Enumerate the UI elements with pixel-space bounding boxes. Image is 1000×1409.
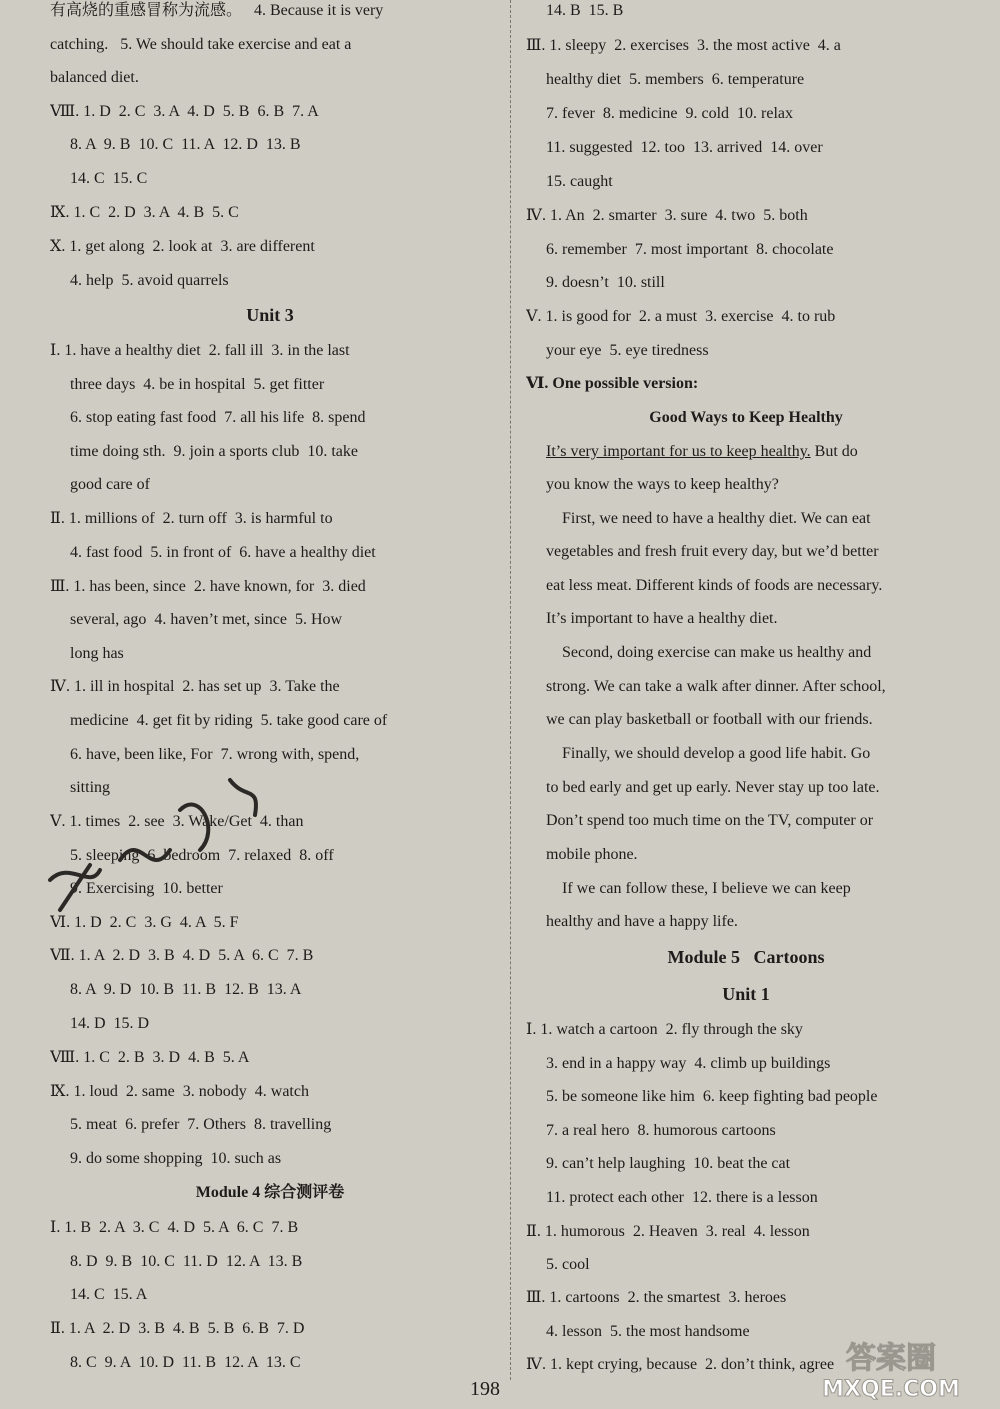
left-column-line: Ⅷ. 1. C 2. B 3. D 4. B 5. A (50, 1049, 250, 1066)
right-column-line: Ⅲ. 1. cartoons 2. the smartest 3. heroes (526, 1289, 787, 1306)
left-column-line: Ⅱ. 1. millions of 2. turn off 3. is harmful to (50, 510, 333, 527)
left-column-line: Ⅲ. 1. has been, since 2. have known, for 3. died (50, 578, 366, 595)
left-column-line: Module 4 综合测评卷 (195, 1184, 345, 1201)
right-column-line: strong. We can take a walk after dinner. After school, (526, 678, 886, 695)
left-column-line: Ⅸ. 1. loud 2. same 3. nobody 4. watch (50, 1083, 309, 1100)
right-column-line: 5. be someone like him 6. keep fighting bad people (526, 1088, 878, 1105)
right-column-line: Ⅴ. 1. is good for 2. a must 3. exercise 4. to rub (526, 308, 836, 325)
left-column-line: 14. D 15. D (50, 1015, 150, 1032)
right-column-line: 11. protect each other 12. there is a lesson (526, 1189, 818, 1206)
left-column-line: Ⅶ. 1. A 2. D 3. B 4. D 5. A 6. C 7. B (50, 947, 314, 964)
right-column-line: 9. doesn’t 10. still (526, 274, 665, 291)
left-column-line: 14. C 15. C (50, 170, 148, 187)
handwritten-scribble (30, 770, 290, 940)
right-column-line: 9. can’t help laughing 10. beat the cat (526, 1155, 791, 1172)
right-column-line: healthy diet 5. members 6. temperature (526, 71, 805, 88)
left-column-line: 8. A 9. B 10. C 11. A 12. D 13. B (50, 136, 301, 153)
left-column-line: balanced diet. (50, 69, 139, 86)
left-column-line: 8. A 9. D 10. B 11. B 12. B 13. A (50, 981, 302, 998)
left-column-line: 6. have, been like, For 7. wrong with, spend, (50, 746, 360, 763)
left-column-line: 14. C 15. A (50, 1286, 148, 1303)
left-column-line: medicine 4. get fit by riding 5. take good care of (50, 712, 388, 729)
right-column-line: Finally, we should develop a good life habit. Go (526, 745, 871, 762)
right-column-line: Ⅳ. 1. kept crying, because 2. don’t think, agree (526, 1356, 835, 1373)
left-column-line: several, ago 4. haven’t met, since 5. How (50, 611, 343, 628)
watermark-logo (796, 1338, 986, 1400)
right-column-line: healthy and have a happy life. (526, 913, 738, 930)
right-column-line: 6. remember 7. most important 8. chocolate (526, 241, 834, 258)
right-column-line: Module 5 Cartoons (667, 947, 825, 967)
left-column-line: Ⅰ. 1. have a healthy diet 2. fall ill 3. in the last (50, 342, 350, 359)
watermark-line1: 答案圈 (846, 1341, 936, 1376)
right-column-line: Ⅰ. 1. watch a cartoon 2. fly through the sky (526, 1021, 803, 1038)
right-column-line: 11. suggested 12. too 13. arrived 14. over (526, 139, 823, 156)
right-column-line: Ⅵ. One possible version: (526, 375, 699, 392)
right-column-line: 4. lesson 5. the most handsome (526, 1323, 750, 1340)
left-column-line: Ⅳ. 1. ill in hospital 2. has set up 3. Take the (50, 678, 340, 695)
left-column-line: Ⅰ. 1. B 2. A 3. C 4. D 5. A 6. C 7. B (50, 1219, 299, 1236)
left-column-line: Ⅸ. 1. C 2. D 3. A 4. B 5. C (50, 204, 239, 221)
left-column-line: long has (50, 645, 124, 662)
left-column-line: Ⅷ. 1. D 2. C 3. A 4. D 5. B 6. B 7. A (50, 103, 319, 120)
left-column-line: 9. Exercising 10. better (50, 880, 223, 897)
right-column-line: vegetables and fresh fruit every day, but we’d better (526, 543, 879, 560)
left-column-line: Ⅹ. 1. get along 2. look at 3. are different (50, 238, 315, 255)
right-column-line: First, we need to have a healthy diet. We can eat (526, 510, 871, 527)
right-column-line: eat less meat. Different kinds of foods are necessary. (526, 577, 883, 594)
right-column-line: Ⅳ. 1. An 2. smarter 3. sure 4. two 5. both (526, 207, 808, 224)
right-column-line: It’s very important for us to keep healthy. But do (546, 443, 858, 460)
right-column-line: 7. a real hero 8. humorous cartoons (526, 1122, 776, 1139)
underlined-sentence: It’s very important for us to keep healthy. (546, 443, 811, 460)
left-column-line: three days 4. be in hospital 5. get fitter (50, 376, 325, 393)
right-column-line: Unit 1 (722, 984, 770, 1004)
right-column-line: If we can follow these, I believe we can keep (526, 880, 851, 897)
right-column-line: It’s important to have a healthy diet. (526, 610, 778, 627)
right-column-line: 3. end in a happy way 4. climb up buildings (526, 1055, 831, 1072)
left-column-line: Ⅵ. 1. D 2. C 3. G 4. A 5. F (50, 914, 239, 931)
column-divider (510, 0, 512, 1380)
watermark-line2: MXQE.COM (822, 1377, 960, 1400)
right-column-line: Good Ways to Keep Healthy (649, 409, 843, 426)
right-column-line: Don’t spend too much time on the TV, computer or (526, 812, 874, 829)
left-column-line: 4. fast food 5. in front of 6. have a healthy diet (50, 544, 376, 561)
right-column-line: mobile phone. (526, 846, 638, 863)
right-column-line: Ⅲ. 1. sleepy 2. exercises 3. the most active 4. a (526, 37, 841, 54)
left-column-line: sitting (50, 779, 111, 796)
left-column-line: 4. help 5. avoid quarrels (50, 272, 229, 289)
right-column-line: your eye 5. eye tiredness (526, 342, 709, 359)
left-column-line: 8. D 9. B 10. C 11. D 12. A 13. B (50, 1253, 303, 1270)
left-column-line: 6. stop eating fast food 7. all his life 8. spend (50, 409, 366, 426)
right-column-line: 5. cool (526, 1256, 590, 1273)
left-column-line: good care of (50, 476, 150, 493)
left-column-line: 8. C 9. A 10. D 11. B 12. A 13. C (50, 1354, 301, 1371)
right-column-line: we can play basketball or football with our friends. (526, 711, 873, 728)
right-column-line: Ⅱ. 1. humorous 2. Heaven 3. real 4. lesson (526, 1223, 810, 1240)
left-column-line: time doing sth. 9. join a sports club 10. take (50, 443, 358, 460)
left-column-line: Ⅱ. 1. A 2. D 3. B 4. B 5. B 6. B 7. D (50, 1320, 305, 1337)
right-column-line: 7. fever 8. medicine 9. cold 10. relax (526, 105, 794, 122)
left-column-line: 9. do some shopping 10. such as (50, 1150, 282, 1167)
right-column-line: 14. B 15. B (526, 2, 624, 19)
right-column-line: 15. caught (526, 173, 613, 190)
left-column-line: Ⅴ. 1. times 2. see 3. Wake/Get 4. than (50, 813, 304, 830)
left-column-line: Unit 3 (246, 305, 294, 325)
left-column-line: 5. meat 6. prefer 7. Others 8. travelling (50, 1116, 332, 1133)
right-column-line: you know the ways to keep healthy? (526, 476, 779, 493)
right-column-line: Second, doing exercise can make us healthy and (526, 644, 872, 661)
left-column-line: 有高烧的重感冒称为流感。 4. Because it is very (50, 2, 384, 19)
left-column-line: 5. sleeping 6. bedroom 7. relaxed 8. off (50, 847, 334, 864)
right-column-line: to bed early and get up early. Never stay up too late. (526, 779, 880, 796)
left-column-line: catching. 5. We should take exercise and eat a (50, 36, 352, 53)
page-number: 198 (470, 1378, 500, 1400)
